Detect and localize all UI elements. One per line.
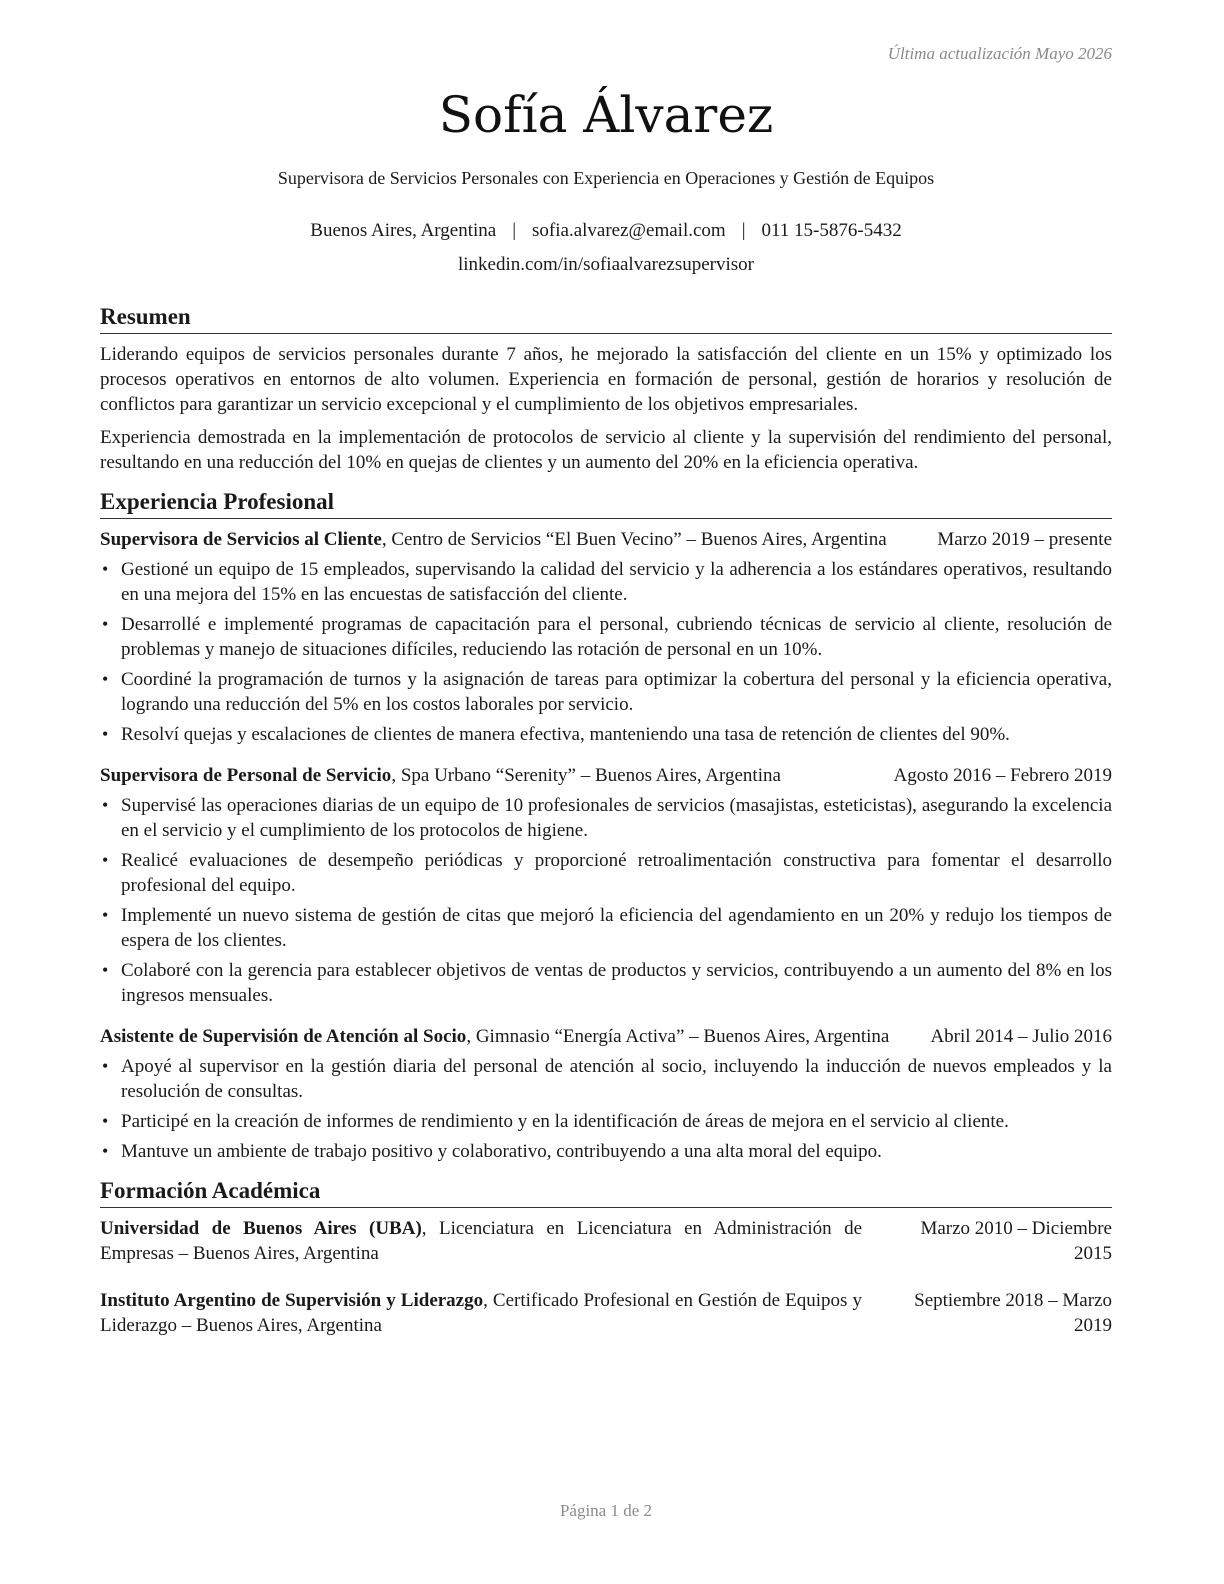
job-dates: Agosto 2016 – Febrero 2019 [893,765,1112,786]
bullet-text: Desarrollé e implementé programas de capacitación para el personal, cubriendo técnicas de servicio al cliente, resolución de problemas y manejo de situaciones difíciles, reduciendo las rotación de personal en un 10%. [121,614,1112,660]
bullet-text: Colaboré con la gerencia para establecer objetivos de ventas de productos y servicios, contribuyendo a un aumento del 8% en los ingresos mensuales. [121,960,1112,1006]
bullet-text: Implementé un nuevo sistema de gestión de citas que mejoró la eficiencia del agendamiento en un 20% y redujo los tiempos de espera de los clientes. [121,905,1112,951]
bullet-icon: • [102,850,109,870]
bullet-text: Coordiné la programación de turnos y la asignación de tareas para optimizar la cobertura del personal y la eficiencia operativa, logrando una reducción del 5% en los costos laborales por servicio. [121,669,1112,715]
bullet-text: Gestioné un equipo de 15 empleados, supervisando la calidad del servicio y la adherencia a los estándares operativos, resultando en una mejora del 15% en las encuestas de satisfacción del cliente. [121,559,1112,605]
summary-paragraph: Liderando equipos de servicios personales durante 7 años, he mejorado la satisfacción del cliente en un 15% y optimizado los procesos operativos en entornos de alto volumen. Experiencia en formación de personal, gestión de horarios y resolución de conflictos para garantizar un servicio excepcional y el cumplimiento de los objetivos empresariales. [100,344,1112,415]
contact-info [100,220,1112,242]
experience-section [100,487,1112,1164]
list-item [100,722,1112,747]
list-item [100,1109,1112,1134]
bullet-icon: • [102,724,109,744]
bullet-text: Mantuve un ambiente de trabajo positivo y colaborativo, contribuyendo a una alta moral del equipo. [121,1141,882,1162]
bullet-text: Participé en la creación de informes de rendimiento y en la identificación de áreas de mejora en el servicio al cliente. [121,1111,1009,1132]
job-org: , Gimnasio “Energía Activa” – Buenos Aires, Argentina [466,1026,890,1047]
job-role: Supervisora de Personal de Servicio [100,765,392,786]
location: Buenos Aires, Argentina [310,220,497,241]
job-org: , Spa Urbano “Serenity” – Buenos Aires, Argentina [391,765,781,786]
linkedin-link[interactable]: linkedin.com/in/sofiaalvarezsupervisor [458,254,754,275]
bullet-icon: • [102,1111,109,1131]
list-item [100,1054,1112,1104]
job-title [100,527,937,552]
bullet-text: Resolví quejas y escalaciones de clientes de manera efectiva, manteniendo una tasa de retención de clientes del 90%. [121,724,1010,745]
summary-paragraph: Experiencia demostrada en la implementación de protocolos de servicio al cliente y la supervisión del rendimiento del personal, resultando en una reducción del 10% en quejas de clientes y un aumento del 20% en la eficiencia operativa. [100,427,1112,473]
degree: , Certificado Profesional en Gestión de Equipos y Liderazgo – Buenos Aires, Argentina [100,1290,862,1336]
job-org: , Centro de Servicios “El Buen Vecino” – Buenos Aires, Argentina [381,529,887,550]
last-updated: Última actualización Mayo 2026 [887,44,1112,63]
bullet-text: Apoyé al supervisor en la gestión diaria del personal de atención al socio, incluyendo la inducción de nuevos empleados y la resolución de consultas. [121,1056,1112,1102]
list-item [100,958,1112,1008]
contact-separator: | [512,220,517,241]
job-header [100,1024,1112,1049]
list-item [100,1139,1112,1164]
education-entry [100,1288,1112,1338]
bullet-icon: • [102,1141,109,1161]
job-bullets [100,557,1112,747]
bullet-icon: • [102,1056,109,1076]
job-entry [100,527,1112,747]
list-item [100,793,1112,843]
linkedin-row [100,254,1112,276]
education-dates: Marzo 2010 – Diciembre 2015 [920,1218,1112,1264]
education-section [100,1176,1112,1338]
list-item [100,557,1112,607]
job-entry [100,1024,1112,1164]
section-title-experience: Experiencia Profesional [100,487,1112,519]
list-item [100,667,1112,717]
job-bullets [100,1054,1112,1164]
institution: Universidad de Buenos Aires (UBA) [100,1218,422,1239]
phone: 011 15-5876-5432 [761,220,902,241]
list-item [100,903,1112,953]
job-entry [100,763,1112,1008]
education-entry [100,1216,1112,1266]
section-title-education: Formación Académica [100,1176,1112,1208]
institution: Instituto Argentino de Supervisión y Liderazgo [100,1290,484,1311]
email-link[interactable]: sofia.alvarez@email.com [532,220,726,241]
section-title-summary: Resumen [100,302,1112,334]
job-dates: Marzo 2019 – presente [937,529,1112,550]
education-dates: Septiembre 2018 – Marzo 2019 [914,1290,1112,1336]
bullet-icon: • [102,559,109,579]
contact-separator: | [741,220,746,241]
resume-page [100,0,1112,1584]
bullet-icon: • [102,795,109,815]
job-dates: Abril 2014 – Julio 2016 [930,1026,1112,1047]
bullet-icon: • [102,905,109,925]
job-role: Supervisora de Servicios al Cliente [100,529,382,550]
education-title [100,1216,882,1266]
headline: Supervisora de Servicios Personales con Experiencia en Operaciones y Gestión de Equipos [277,168,935,188]
bullet-icon: • [102,669,109,689]
summary-section [100,302,1112,475]
job-title [100,1024,930,1049]
job-title [100,763,882,788]
job-header [100,527,1112,552]
bullet-text: Supervisé las operaciones diarias de un equipo de 10 profesionales de servicios (masajistas, esteticistas), asegurando la excelencia en el servicio y el cumplimiento de los protocolos de higiene. [121,795,1112,841]
bullet-text: Realicé evaluaciones de desempeño periódicas y proporcioné retroalimentación constructiva para fomentar el desarrollo profesional del equipo. [121,850,1112,896]
job-role: Asistente de Supervisión de Atención al Socio [100,1026,467,1047]
resume-content [100,302,1112,1360]
list-item [100,848,1112,898]
list-item [100,612,1112,662]
job-bullets [100,793,1112,1008]
bullet-icon: • [102,614,109,634]
page-number: Página 1 de 2 [559,1501,653,1520]
education-title [100,1288,882,1338]
candidate-name: Sofía Álvarez [438,86,774,144]
job-header [100,763,1112,788]
degree: , Licenciatura en Licenciatura en Administración de Empresas – Buenos Aires, Argentina [100,1218,862,1264]
bullet-icon: • [102,960,109,980]
